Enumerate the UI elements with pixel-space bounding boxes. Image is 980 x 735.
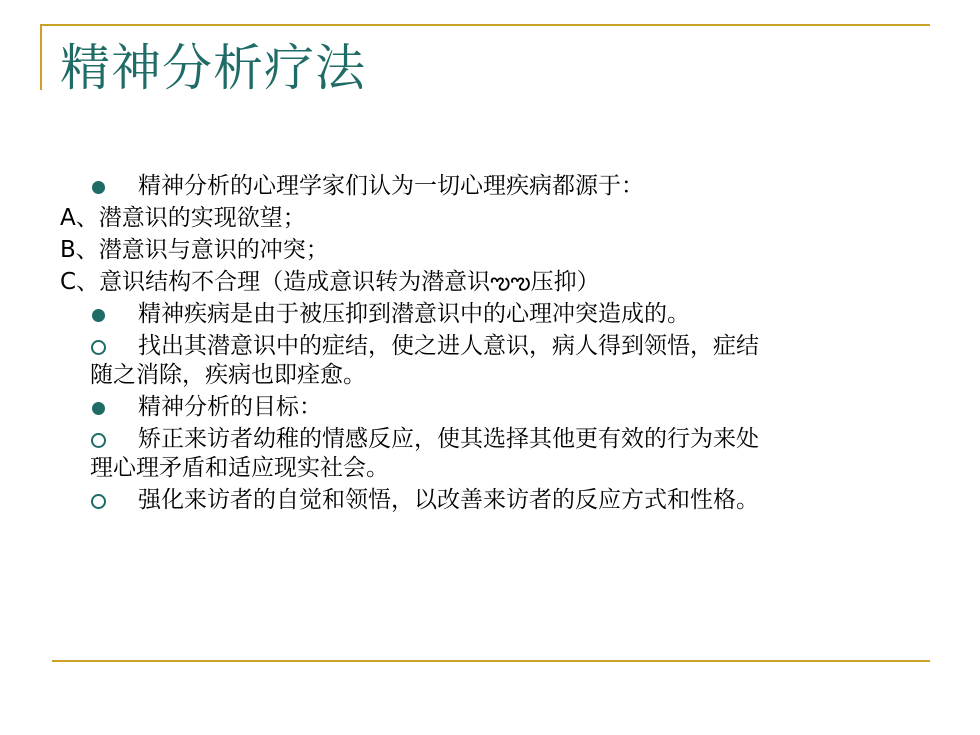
sub-bullet-item [60, 332, 930, 390]
list-item-b [60, 236, 930, 265]
filled-bullet-icon [90, 393, 138, 422]
hollow-bullet-icon [90, 332, 138, 361]
slide-title: 精神分析疗法 [60, 39, 366, 97]
sub-bullet-line-2: 随之消除，疾病也即痊愈。 [90, 362, 366, 388]
sub-bullet-line-2: 理心理矛盾和适应现实社会。 [90, 455, 389, 481]
sub-bullet-text [90, 332, 930, 390]
hollow-bullet-icon [90, 486, 138, 515]
sub-bullet-line-1: 找出其潜意识中的症结，使之进人意识，病人得到领悟，症结 [138, 333, 759, 359]
item-prefix: B [60, 237, 76, 263]
bullet-item [60, 172, 930, 201]
top-rule [40, 24, 930, 26]
filled-bullet-icon [90, 300, 138, 329]
bullet-text: 精神分析的心理学家们认为一切心理疾病都源于： [138, 173, 644, 199]
bullet-item [60, 300, 930, 329]
item-text: 、潜意识与意识的冲突； [75, 237, 329, 263]
bullet-text: 精神分析的目标： [138, 394, 322, 420]
hollow-bullet-icon [90, 425, 138, 454]
item-text: 、意识结构不合理（造成意识转为潜意识ఌఌ压抑） [76, 269, 600, 295]
sub-bullet-line-1: 矫正来访者幼稚的情感反应，使其选择其他更有效的行为来处 [138, 426, 759, 452]
left-rule [40, 24, 42, 90]
list-item-c [60, 268, 930, 297]
item-prefix: A [60, 205, 76, 231]
item-prefix: C [60, 269, 77, 295]
item-text: 、潜意识的实现欲望； [75, 205, 306, 231]
bullet-item [60, 393, 930, 422]
bullet-text: 精神疾病是由于被压抑到潜意识中的心理冲突造成的。 [138, 301, 690, 327]
filled-bullet-icon [90, 172, 138, 201]
sub-bullet-item [60, 486, 930, 515]
slide-content [60, 172, 930, 518]
sub-bullet-item [60, 425, 930, 483]
list-item-a [60, 204, 930, 233]
bottom-rule [52, 660, 930, 662]
sub-bullet-text [90, 425, 930, 483]
sub-bullet-text: 强化来访者的自觉和领悟，以改善来访者的反应方式和性格。 [138, 487, 759, 513]
